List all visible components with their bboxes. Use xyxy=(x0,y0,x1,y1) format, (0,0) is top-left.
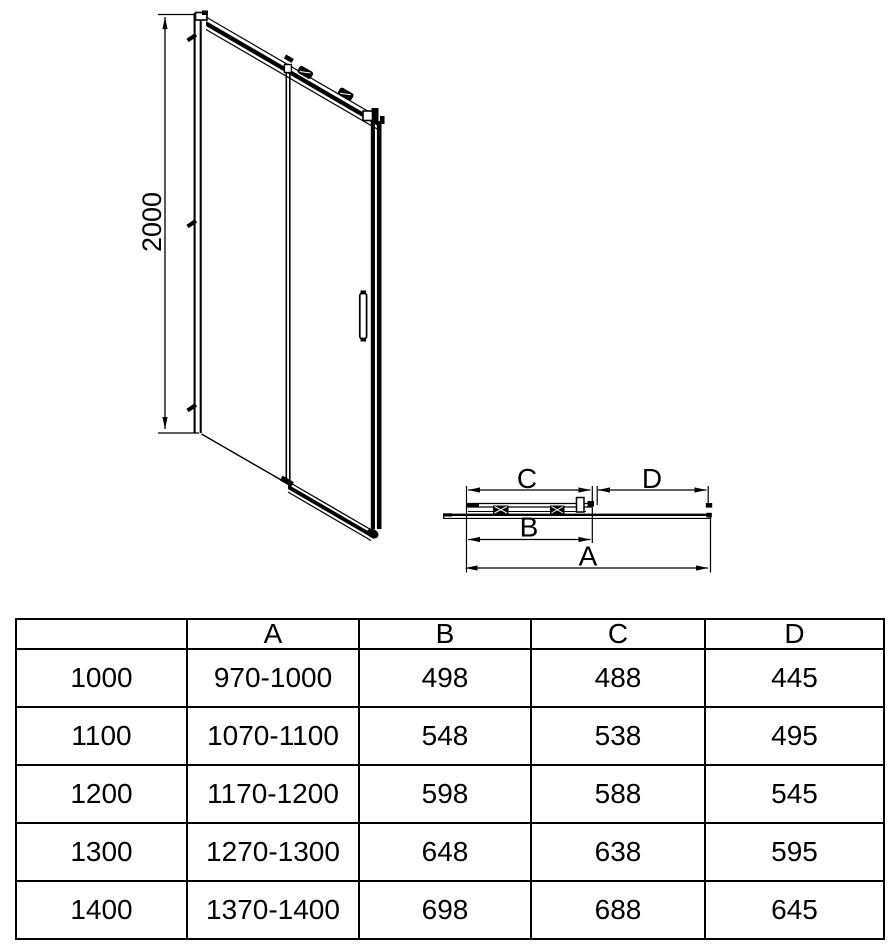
table-cell: 1370-1400 xyxy=(187,881,359,939)
panel-left-tick xyxy=(443,513,452,516)
door-handle xyxy=(360,291,367,342)
dim-d xyxy=(598,463,707,494)
dim-b xyxy=(468,512,591,543)
table-cell: 1170-1200 xyxy=(187,765,359,823)
panel-divider xyxy=(280,64,294,487)
door-end-profile xyxy=(577,498,585,513)
fixed-panel-plan xyxy=(443,513,712,519)
table-cell: 488 xyxy=(531,649,705,707)
header-cell-a: A xyxy=(187,619,359,649)
table-cell: 1000 xyxy=(16,649,187,707)
height-dim-label: 2000 xyxy=(137,191,167,253)
top-rail xyxy=(206,17,385,130)
dim-a-label: A xyxy=(578,540,598,572)
table-header-row xyxy=(16,619,884,649)
wall-bracket-plan xyxy=(706,503,712,508)
table-cell: 498 xyxy=(359,649,531,707)
door-stop-block xyxy=(588,501,595,507)
table-cell: 1200 xyxy=(16,765,187,823)
table-cell: 595 xyxy=(705,823,884,881)
divider-top-guide xyxy=(284,65,291,73)
table-cell: 538 xyxy=(531,707,705,765)
profile-left-end xyxy=(467,503,479,508)
roller-plan-icon xyxy=(550,506,565,515)
table-cell: 970-1000 xyxy=(187,649,359,707)
left-wall-profile xyxy=(188,11,209,434)
table-cell: 545 xyxy=(705,765,884,823)
table-cell: 495 xyxy=(705,707,884,765)
roller-plan-icon xyxy=(493,506,509,515)
table-cell: 1400 xyxy=(16,881,187,939)
table-cell: 548 xyxy=(359,707,531,765)
table-row xyxy=(16,649,884,707)
header-cell-size xyxy=(16,619,187,649)
table-cell: 1270-1300 xyxy=(187,823,359,881)
top-view xyxy=(443,463,712,573)
right-stile xyxy=(371,121,382,529)
table-cell: 588 xyxy=(531,765,705,823)
table-cell: 645 xyxy=(705,881,884,939)
table-cell: 698 xyxy=(359,881,531,939)
table-cell: 1070-1100 xyxy=(187,707,359,765)
bottom-rail xyxy=(202,434,381,541)
panel-right-bracket xyxy=(706,513,712,518)
sliding-door-plan xyxy=(467,498,594,515)
dim-c-label: C xyxy=(516,463,538,494)
header-cell-b: B xyxy=(359,619,531,649)
size-table xyxy=(15,618,885,940)
rail-clip xyxy=(284,55,294,63)
table-cell: 638 xyxy=(531,823,705,881)
header-cell-d: D xyxy=(705,619,884,649)
dim-a xyxy=(466,541,709,572)
dim-b-label: B xyxy=(519,511,539,543)
table-row xyxy=(16,765,884,823)
table-cell: 1100 xyxy=(16,707,187,765)
table-row xyxy=(16,881,884,939)
table-cell: 648 xyxy=(359,823,531,881)
dim-c xyxy=(468,463,591,494)
table-cell: 688 xyxy=(531,881,705,939)
table-row xyxy=(16,823,884,881)
table-row xyxy=(16,707,884,765)
table-cell: 445 xyxy=(705,649,884,707)
header-cell-c: C xyxy=(531,619,705,649)
dim-d-label: D xyxy=(641,463,663,494)
front-view xyxy=(137,11,385,541)
table-cell: 1300 xyxy=(16,823,187,881)
table-cell: 598 xyxy=(359,765,531,823)
